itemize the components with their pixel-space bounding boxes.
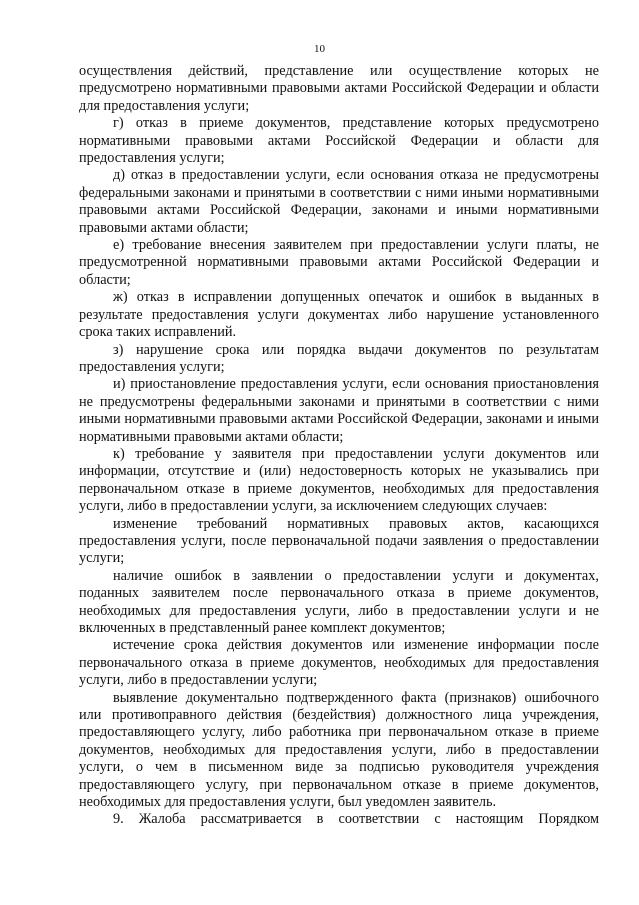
paragraph: и) приостановление предоставления услуги, если основания приостановления не предусмотрены федеральными законами и принятыми в соответствии с ними иными нормативными правовыми актами Российской Федерации, законами и иными нормативными правовыми актами области; [79,376,599,445]
paragraph: к) требование у заявителя при предоставлении услуги документов или информации, отсутствие и (или) недостоверность которых не указывались при первоначальном отказе в приеме документов, необходимых для предоставления услуги, либо в предоставлении услуги, за исключением следующих случаев: [79,445,599,515]
paragraph: истечение срока действия документов или изменение информации после первоначального отказа в приеме документов, необходимых для предоставления услуги, либо в предоставлении услуги; [79,637,599,689]
paragraph: з) нарушение срока или порядка выдачи документов по результатам предоставления услуги; [79,341,599,375]
paragraph: е) требование внесения заявителем при предоставлении услуги платы, не предусмотренной нормативными правовыми актами Российской Федерации и области; [79,237,599,288]
document-body [79,63,599,829]
paragraph: изменение требований нормативных правовых актов, касающихся предоставления услуги, после первоначальной подачи заявления о предоставлении услуги; [79,515,599,567]
paragraph: выявление документально подтвержденного факта (признаков) ошибочного или противоправного действия (бездействия) должностного лица учреждения, предоставляющего услугу, либо работника при первоначальном отказе в приеме документов, необходимых для предоставления услуги, либо в предоставлении услуги, о чем в письменном виде за подписью руководителя учреждения предоставляющего услугу, при первоначальном отказе в приеме документов, необходимых для предоставления услуги, был уведомлен заявитель. [79,689,599,811]
paragraph: д) отказ в предоставлении услуги, если основания отказа не предусмотрены федеральными законами и принятыми в соответствии с ними иными нормативными правовыми актами Российской Федерации, законами и иными нормативными правовыми актами области; [79,167,599,236]
paragraph: осуществления действий, представление или осуществление которых не предусмотрено нормативными правовыми актами Российской Федерации и области для предоставления услуги; [79,63,599,114]
paragraph: ж) отказ в исправлении допущенных опечаток и ошибок в выданных в результате предоставления услуги документах либо нарушение установленного срока таких исправлений. [79,289,599,341]
paragraph: наличие ошибок в заявлении о предоставлении услуги и документах, поданных заявителем после первоначального отказа в приеме документов, необходимых для предоставления услуги, либо в предоставлении услуги и не включенных в представленный ранее комплект документов; [79,567,599,636]
paragraph: г) отказ в приеме документов, представление которых предусмотрено нормативными правовыми актами Российской Федерации и области для предоставления услуги; [79,115,599,167]
page-number: 10 [314,43,325,55]
paragraph: 9. Жалоба рассматривается в соответствии с настоящим Порядком [113,811,599,828]
